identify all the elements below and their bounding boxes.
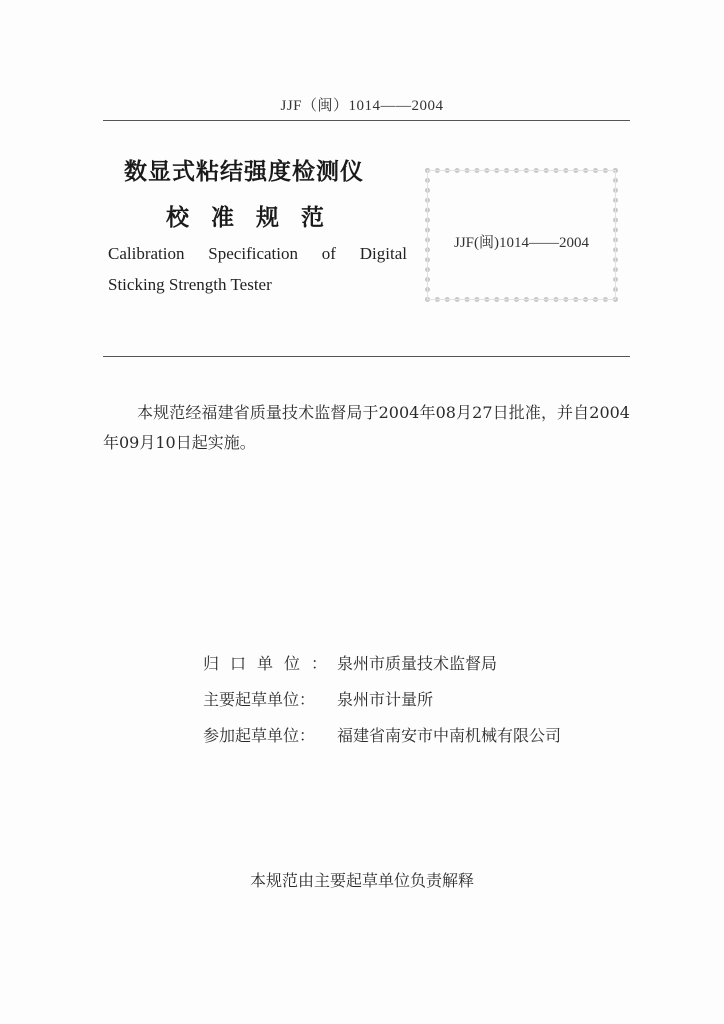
header-divider bbox=[103, 120, 630, 121]
title-english-line-2: Sticking Strength Tester bbox=[108, 275, 272, 294]
organization-value: 福建省南安市中南机械有限公司 bbox=[337, 726, 562, 745]
organization-value: 泉州市计量所 bbox=[337, 690, 434, 709]
organization-value: 泉州市质量技术监督局 bbox=[337, 654, 498, 673]
organization-label: 归口单位： bbox=[203, 654, 339, 673]
title-english-line-1: Calibration Specification of Digital bbox=[108, 244, 407, 263]
header-standard-code: JJF（闽）1014——2004 bbox=[280, 98, 444, 114]
organization-label: 主要起草单位： bbox=[203, 690, 316, 709]
interpretation-note: 本规范由主要起草单位负责解释 bbox=[249, 871, 474, 890]
standard-code-box bbox=[425, 168, 618, 302]
title-divider bbox=[103, 356, 630, 357]
organization-label: 参加起草单位： bbox=[203, 726, 316, 745]
title-chinese: 数显式粘结强度检测仪 bbox=[124, 159, 364, 185]
standard-code-box-text: JJF(闽)1014——2004 bbox=[453, 235, 589, 251]
subtitle-chinese: 校准规范 bbox=[166, 205, 346, 231]
approval-statement: 本规范经福建省质量技术监督局于2004年08月27日批准，并自2004年09月10日起实施。 bbox=[103, 403, 630, 452]
